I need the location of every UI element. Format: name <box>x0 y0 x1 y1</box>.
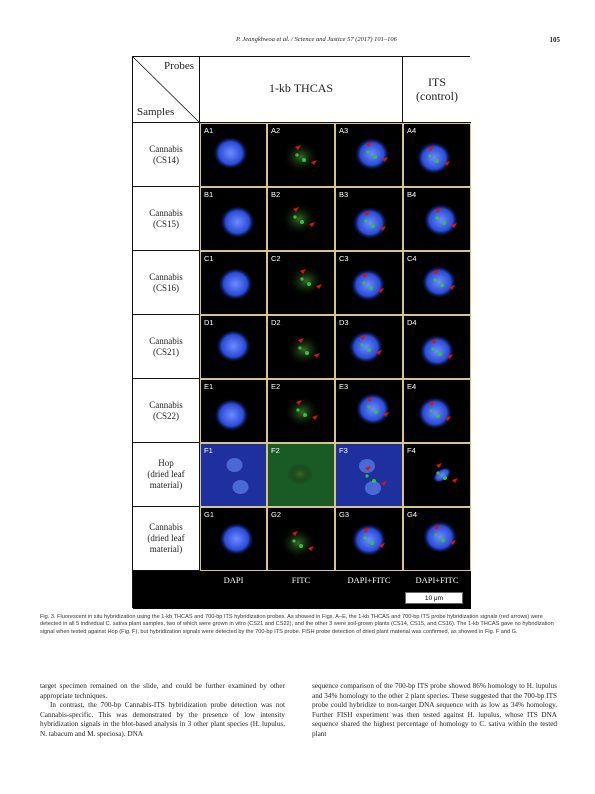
panel-label: A2 <box>271 126 281 135</box>
micrograph-panel <box>335 251 403 315</box>
thcas-header-text: 1-kb THCAS <box>268 81 334 95</box>
figure-row <box>133 251 471 315</box>
micrograph-panel <box>403 315 471 379</box>
its-header <box>403 57 471 123</box>
micrograph-panel <box>267 187 335 251</box>
panel-label: B2 <box>271 190 281 199</box>
micrograph-panel <box>403 379 471 443</box>
figure-row <box>133 187 471 251</box>
panel-label: D2 <box>271 318 281 327</box>
sample-label: Cannabis (CS21) <box>133 315 200 379</box>
panel-label: G2 <box>271 510 282 519</box>
panel-label: B1 <box>204 190 214 199</box>
channel-label-fitc: FITC <box>291 575 311 585</box>
micrograph-panel <box>335 315 403 379</box>
micrograph-panel <box>200 123 267 187</box>
figure-row <box>133 443 471 507</box>
thcas-header <box>200 57 403 123</box>
panel-label: E4 <box>407 382 417 391</box>
figure-row <box>133 379 471 443</box>
micrograph-panel <box>267 507 335 571</box>
micrograph-panel <box>267 123 335 187</box>
panel-label: A3 <box>339 126 349 135</box>
panel-label: E3 <box>339 382 349 391</box>
page-header <box>40 36 560 48</box>
panel-label: D1 <box>204 318 214 327</box>
figure-caption: Fig. 3. Fluorescent in situ hybridization using the 1-kb THCAS and 700-bp ITS hybridization probes. As showed in Figs. A–E, the 1-kb THCAS and 700-bp ITS probe hybridization signals (red arrows) were detected in all 5 individual C. sativa plant samples, two of which were grown in vitro (CS21 and CS22), and the other 3 were soil-grown plants (CS14, CS15, and CS16). The 1-kb THCAS gave no hybridization signal when tested against Hop (Fig. F), but hybridization signals were detected by the 700-bp ITS probe. FISH probe detection of dried plant material was confirmed, as showed in Fig. F and G. <box>40 614 554 635</box>
panel-label: D3 <box>339 318 349 327</box>
micrograph-panel <box>403 507 471 571</box>
page-number: 105 <box>549 36 560 44</box>
panel-label: G4 <box>407 510 418 519</box>
panel-label: C2 <box>271 254 281 263</box>
panel-label: G3 <box>339 510 350 519</box>
its-header-line1: ITS <box>428 75 446 89</box>
sample-label: Cannabis (CS14) <box>133 123 200 187</box>
body-paragraph-1: target specimen remained on the slide, and could be further examined by other appropriate techniques. <box>40 682 285 700</box>
sample-label: Cannabis (dried leaf material) <box>133 507 200 571</box>
micrograph-panel <box>403 123 471 187</box>
samples-label: Samples <box>137 106 175 118</box>
sample-label: Cannabis (CS15) <box>133 187 200 251</box>
figure-row <box>133 315 471 379</box>
micrograph-panel <box>335 443 403 507</box>
panel-label: E2 <box>271 382 281 391</box>
panel-label: G1 <box>204 510 215 519</box>
channel-label-dapi: DAPI <box>223 575 244 585</box>
micrograph-panel <box>403 443 471 507</box>
body-column-2: sequence comparison of the 700-bp ITS probe showed 86% homology to H. lupulus and 34% homology to the other 2 plant species. These suggested that the 700-bp ITS probe could hybridize to non-target DNA sequence with as low as 34% homology. Further FISH experiment was then tested against H. lupulus, whose ITS DNA sequence shared the highest percentage of homology to C. sativa within the tested plant <box>312 682 557 738</box>
probes-label: Probes <box>164 60 194 72</box>
channel-label-its-merge: DAPI+FITC <box>415 575 459 585</box>
panel-label: F1 <box>204 446 213 455</box>
sample-label: Cannabis (CS22) <box>133 379 200 443</box>
sample-label: Cannabis (CS16) <box>133 251 200 315</box>
micrograph-panel <box>200 187 267 251</box>
channel-label-merge: DAPI+FITC <box>347 575 391 585</box>
micrograph-panel <box>267 443 335 507</box>
micrograph-panel <box>200 251 267 315</box>
panel-label: F4 <box>407 446 416 455</box>
panel-label: D4 <box>407 318 417 327</box>
corner-cell <box>133 57 200 123</box>
micrograph-panel <box>403 187 471 251</box>
journal-citation: P. Jeangkhwoa et al. / Science and Justice 57 (2017) 101–106 <box>236 36 397 43</box>
panel-label: F2 <box>271 446 280 455</box>
panel-label: B4 <box>407 190 417 199</box>
its-header-line2: (control) <box>416 89 458 103</box>
micrograph-panel <box>267 315 335 379</box>
micrograph-panel <box>335 123 403 187</box>
micrograph-panel <box>200 507 267 571</box>
micrograph-panel <box>200 443 267 507</box>
sample-label: Hop (dried leaf material) <box>133 443 200 507</box>
panel-label: F3 <box>339 446 348 455</box>
micrograph-panel <box>335 379 403 443</box>
panel-label: C1 <box>204 254 214 263</box>
body-paragraph-2: In contrast, the 700-bp Cannabis-ITS hybridization probe detection was not Cannabis-specific. This was demonstrated by the presence of low intensity hybridization signals in the blot-based analysis in 3 other plant species (H. lupulus, N. tabacum and M. speciosa). DNA <box>40 701 285 738</box>
micrograph-panel <box>267 379 335 443</box>
micrograph-panel <box>335 187 403 251</box>
panel-label: B3 <box>339 190 349 199</box>
panel-label: E1 <box>204 382 214 391</box>
micrograph-panel <box>200 315 267 379</box>
micrograph-panel <box>403 251 471 315</box>
figure-3-grid <box>132 56 470 608</box>
channel-footer <box>133 571 471 609</box>
micrograph-panel <box>267 251 335 315</box>
panel-label: A1 <box>204 126 214 135</box>
scale-bar: 10 μm <box>405 592 463 604</box>
body-column-1 <box>40 682 285 740</box>
panel-label: C4 <box>407 254 417 263</box>
figure-row <box>133 507 471 571</box>
micrograph-panel <box>335 507 403 571</box>
figure-row <box>133 123 471 187</box>
micrograph-panel <box>200 379 267 443</box>
panel-label: C3 <box>339 254 349 263</box>
panel-label: A4 <box>407 126 417 135</box>
